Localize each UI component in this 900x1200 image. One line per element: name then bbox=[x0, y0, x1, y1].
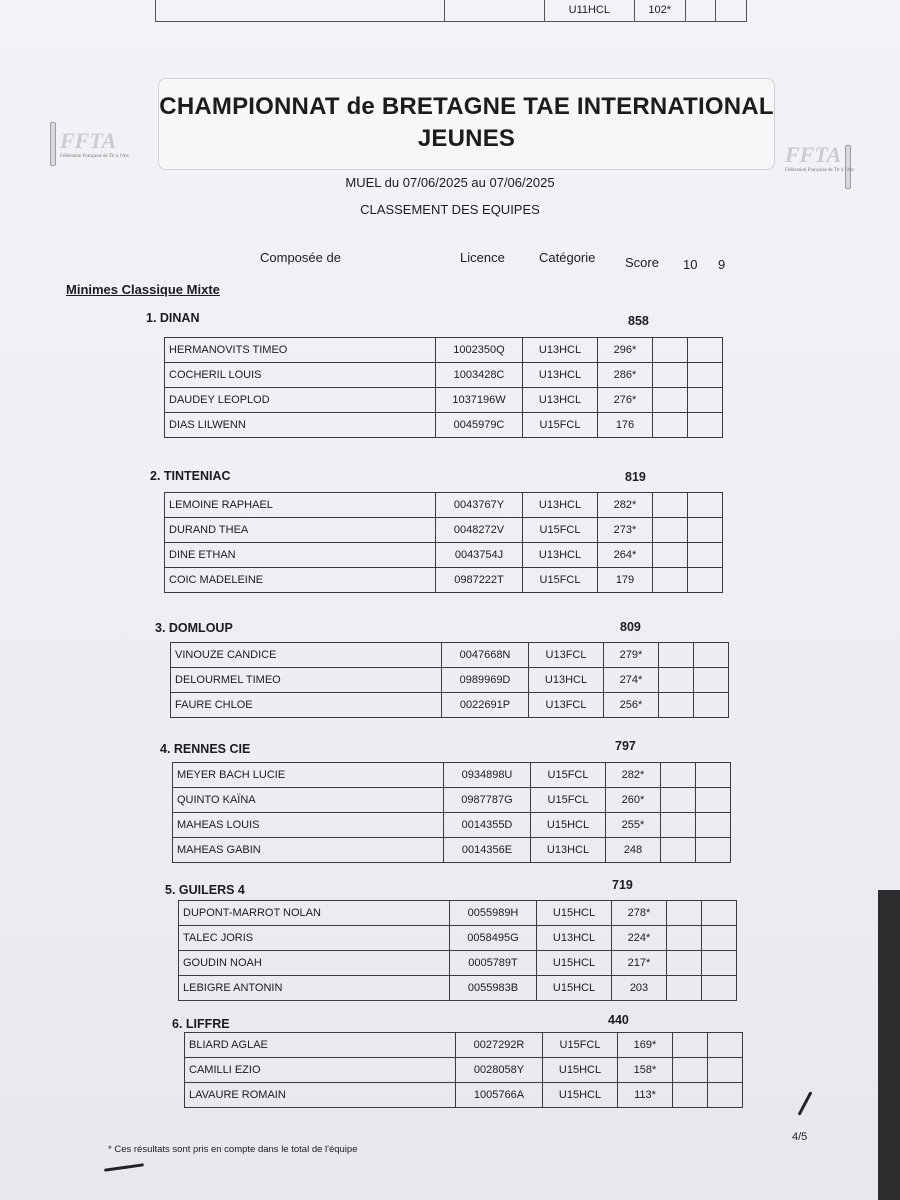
table-row bbox=[165, 413, 723, 438]
member-score: 296* bbox=[598, 338, 653, 363]
member-score: 282* bbox=[598, 493, 653, 518]
col-header-composee: Composée de bbox=[260, 250, 341, 265]
member-licence: 0043754J bbox=[436, 543, 523, 568]
member-licence: 0028058Y bbox=[456, 1058, 543, 1083]
member-licence: 0045979C bbox=[436, 413, 523, 438]
team-name: 6. LIFFRE bbox=[172, 1017, 230, 1031]
col-header-10: 10 bbox=[683, 257, 698, 272]
member-licence: 1005766A bbox=[456, 1083, 543, 1108]
member-score: 273* bbox=[598, 518, 653, 543]
member-category: U15FCL bbox=[523, 413, 598, 438]
team-score: 719 bbox=[612, 878, 633, 892]
member-score: 260* bbox=[606, 788, 661, 813]
team-table bbox=[178, 900, 737, 1001]
member-name: TALEC JORIS bbox=[179, 926, 450, 951]
member-score: 248 bbox=[606, 838, 661, 863]
table-row bbox=[165, 543, 723, 568]
member-category: U13HCL bbox=[523, 543, 598, 568]
member-licence: 0027292R bbox=[456, 1033, 543, 1058]
previous-table-fragment bbox=[155, 0, 747, 22]
member-name: MEYER BACH LUCIE bbox=[173, 763, 444, 788]
table-row bbox=[171, 668, 729, 693]
member-licence: 1002350Q bbox=[436, 338, 523, 363]
table-row bbox=[185, 1058, 743, 1083]
member-score: 264* bbox=[598, 543, 653, 568]
title-banner bbox=[158, 78, 775, 170]
member-score: 169* bbox=[618, 1033, 673, 1058]
member-score: 279* bbox=[604, 643, 659, 668]
member-category: U15FCL bbox=[531, 763, 606, 788]
member-name: QUINTO KAÏNA bbox=[173, 788, 444, 813]
fragment-category: U11HCL bbox=[545, 0, 635, 21]
member-score: 276* bbox=[598, 388, 653, 413]
team-name: 4. RENNES CIE bbox=[160, 742, 251, 756]
member-category: U13HCL bbox=[537, 926, 612, 951]
member-licence: 0047668N bbox=[442, 643, 529, 668]
team-name: 1. DINAN bbox=[146, 311, 200, 325]
team-table bbox=[170, 642, 729, 718]
member-category: U13HCL bbox=[523, 493, 598, 518]
col-header-categorie: Catégorie bbox=[539, 250, 596, 265]
member-name: MAHEAS LOUIS bbox=[173, 813, 444, 838]
member-name: DINE ETHAN bbox=[165, 543, 436, 568]
table-row bbox=[165, 388, 723, 413]
table-row bbox=[165, 568, 723, 593]
member-licence: 0022691P bbox=[442, 693, 529, 718]
member-licence: 0014356E bbox=[444, 838, 531, 863]
team-table bbox=[184, 1032, 743, 1108]
member-name: LAVAURE ROMAIN bbox=[185, 1083, 456, 1108]
table-row bbox=[173, 763, 731, 788]
member-category: U15HCL bbox=[543, 1058, 618, 1083]
team-table bbox=[164, 337, 723, 438]
background-edge bbox=[878, 890, 900, 1200]
member-score: 203 bbox=[612, 976, 667, 1001]
member-category: U13HCL bbox=[523, 338, 598, 363]
team-score: 809 bbox=[620, 620, 641, 634]
member-licence: 1003428C bbox=[436, 363, 523, 388]
page-number: 4/5 bbox=[792, 1131, 808, 1143]
table-row bbox=[165, 493, 723, 518]
member-score: 158* bbox=[618, 1058, 673, 1083]
member-licence: 0055983B bbox=[450, 976, 537, 1001]
member-category: U15FCL bbox=[523, 568, 598, 593]
member-name: CAMILLI EZIO bbox=[185, 1058, 456, 1083]
table-row bbox=[185, 1033, 743, 1058]
logo-caption: Fédération Française de Tir à l'Arc bbox=[60, 154, 130, 159]
member-name: BLIARD AGLAE bbox=[185, 1033, 456, 1058]
member-name: DUPONT-MARROT NOLAN bbox=[179, 901, 450, 926]
table-row bbox=[173, 838, 731, 863]
footnote: * Ces résultats sont pris en compte dans le total de l'équipe bbox=[108, 1144, 358, 1155]
staple-left bbox=[50, 122, 56, 166]
team-score: 440 bbox=[608, 1013, 629, 1027]
team-table bbox=[164, 492, 723, 593]
table-row bbox=[171, 643, 729, 668]
member-name: DELOURMEL TIMEO bbox=[171, 668, 442, 693]
member-name: MAHEAS GABIN bbox=[173, 838, 444, 863]
title-line-2: JEUNES bbox=[417, 125, 516, 152]
team-table bbox=[172, 762, 731, 863]
title-line-1: CHAMPIONNAT de BRETAGNE TAE INTERNATIONAL bbox=[159, 93, 774, 120]
member-licence: 1037196W bbox=[436, 388, 523, 413]
member-category: U13HCL bbox=[523, 363, 598, 388]
member-name: DIAS LILWENN bbox=[165, 413, 436, 438]
member-category: U13HCL bbox=[529, 668, 604, 693]
logo-caption: Fédération Française de Tir à l'Arc bbox=[785, 168, 855, 173]
table-row bbox=[165, 518, 723, 543]
table-row bbox=[185, 1083, 743, 1108]
location-dates: MUEL du 07/06/2025 au 07/06/2025 bbox=[345, 175, 555, 190]
member-category: U13HCL bbox=[523, 388, 598, 413]
table-row bbox=[179, 951, 737, 976]
member-name: FAURE CHLOE bbox=[171, 693, 442, 718]
member-category: U15HCL bbox=[543, 1083, 618, 1108]
member-name: GOUDIN NOAH bbox=[179, 951, 450, 976]
member-score: 282* bbox=[606, 763, 661, 788]
table-row bbox=[165, 338, 723, 363]
member-score: 278* bbox=[612, 901, 667, 926]
member-category: U15FCL bbox=[531, 788, 606, 813]
table-row bbox=[179, 901, 737, 926]
page-subtitle: CLASSEMENT DES EQUIPES bbox=[360, 202, 540, 217]
member-score: 255* bbox=[606, 813, 661, 838]
team-score: 858 bbox=[628, 314, 649, 328]
col-header-licence: Licence bbox=[460, 250, 505, 265]
member-name: LEMOINE RAPHAEL bbox=[165, 493, 436, 518]
member-name: DURAND THEA bbox=[165, 518, 436, 543]
member-category: U15FCL bbox=[543, 1033, 618, 1058]
team-score: 819 bbox=[625, 470, 646, 484]
member-name: DAUDEY LEOPLOD bbox=[165, 388, 436, 413]
member-name: HERMANOVITS TIMEO bbox=[165, 338, 436, 363]
member-name: COIC MADELEINE bbox=[165, 568, 436, 593]
table-row bbox=[171, 693, 729, 718]
team-name: 3. DOMLOUP bbox=[155, 621, 233, 635]
member-licence: 0989969D bbox=[442, 668, 529, 693]
member-score: 286* bbox=[598, 363, 653, 388]
table-row bbox=[173, 788, 731, 813]
member-licence: 0043767Y bbox=[436, 493, 523, 518]
team-score: 797 bbox=[615, 739, 636, 753]
member-name: VINOUZE CANDICE bbox=[171, 643, 442, 668]
member-category: U13HCL bbox=[531, 838, 606, 863]
table-row bbox=[179, 976, 737, 1001]
member-category: U13FCL bbox=[529, 693, 604, 718]
member-licence: 0055989H bbox=[450, 901, 537, 926]
member-licence: 0987787G bbox=[444, 788, 531, 813]
member-score: 274* bbox=[604, 668, 659, 693]
ffta-logo-right bbox=[785, 142, 854, 174]
member-licence: 0058495G bbox=[450, 926, 537, 951]
logo-text: FFTA bbox=[785, 142, 842, 167]
col-header-9: 9 bbox=[718, 257, 726, 272]
member-name: COCHERIL LOUIS bbox=[165, 363, 436, 388]
member-score: 217* bbox=[612, 951, 667, 976]
table-row bbox=[179, 926, 737, 951]
member-category: U15HCL bbox=[537, 951, 612, 976]
member-score: 256* bbox=[604, 693, 659, 718]
member-score: 176 bbox=[598, 413, 653, 438]
col-header-score: Score bbox=[625, 255, 659, 270]
member-category: U15HCL bbox=[537, 901, 612, 926]
member-score: 179 bbox=[598, 568, 653, 593]
member-name: LEBIGRE ANTONIN bbox=[179, 976, 450, 1001]
member-licence: 0934898U bbox=[444, 763, 531, 788]
member-score: 224* bbox=[612, 926, 667, 951]
fragment-score: 102* bbox=[635, 0, 686, 21]
member-licence: 0987222T bbox=[436, 568, 523, 593]
member-licence: 0005789T bbox=[450, 951, 537, 976]
member-licence: 0014355D bbox=[444, 813, 531, 838]
section-title: Minimes Classique Mixte bbox=[66, 282, 220, 297]
member-score: 113* bbox=[618, 1083, 673, 1108]
team-name: 2. TINTENIAC bbox=[150, 469, 231, 483]
member-licence: 0048272V bbox=[436, 518, 523, 543]
table-row bbox=[165, 363, 723, 388]
member-category: U15HCL bbox=[531, 813, 606, 838]
member-category: U15FCL bbox=[523, 518, 598, 543]
ffta-logo-left bbox=[60, 128, 129, 160]
team-name: 5. GUILERS 4 bbox=[165, 883, 245, 897]
member-category: U13FCL bbox=[529, 643, 604, 668]
logo-text: FFTA bbox=[60, 128, 117, 153]
table-row bbox=[173, 813, 731, 838]
member-category: U15HCL bbox=[537, 976, 612, 1001]
